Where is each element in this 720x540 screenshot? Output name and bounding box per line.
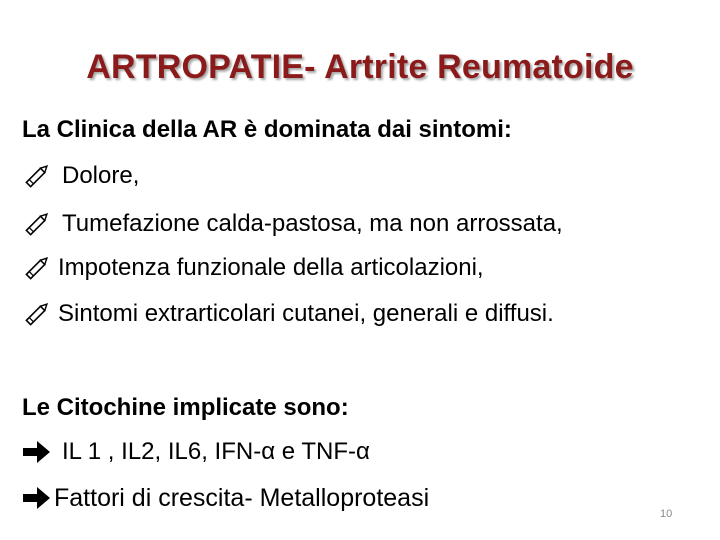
pencil-icon bbox=[22, 210, 52, 238]
cytokine-text: IL 1 , IL2, IL6, IFN-α e TNF-α bbox=[62, 438, 370, 465]
cytokine-item bbox=[22, 437, 370, 467]
cytokines-heading: Le Citochine implicate sono: bbox=[22, 394, 349, 421]
symptom-text: Sintomi extrarticolari cutanei, generali e diffusi. bbox=[58, 300, 554, 327]
cytokine-text: Fattori di crescita- Metalloproteasi bbox=[54, 484, 430, 512]
pencil-icon bbox=[22, 162, 52, 190]
symptom-item bbox=[22, 161, 139, 191]
pencil-icon bbox=[22, 254, 52, 282]
symptom-item bbox=[22, 209, 563, 239]
arrow-right-icon bbox=[22, 485, 52, 511]
slide-title: ARTROPATIE- Artrite Reumatoide bbox=[86, 48, 634, 86]
symptom-text: Dolore, bbox=[62, 162, 140, 189]
clinic-heading: La Clinica della AR è dominata dai sintomi: bbox=[22, 116, 512, 143]
pencil-icon bbox=[22, 300, 52, 328]
arrow-right-icon bbox=[22, 439, 52, 465]
symptom-text: Impotenza funzionale della articolazioni, bbox=[58, 254, 484, 281]
symptom-text: Tumefazione calda-pastosa, ma non arrossata, bbox=[62, 210, 563, 237]
page-number: 10 bbox=[660, 508, 673, 520]
symptom-item bbox=[22, 299, 554, 329]
cytokine-item bbox=[22, 483, 429, 513]
symptom-item bbox=[22, 253, 484, 283]
